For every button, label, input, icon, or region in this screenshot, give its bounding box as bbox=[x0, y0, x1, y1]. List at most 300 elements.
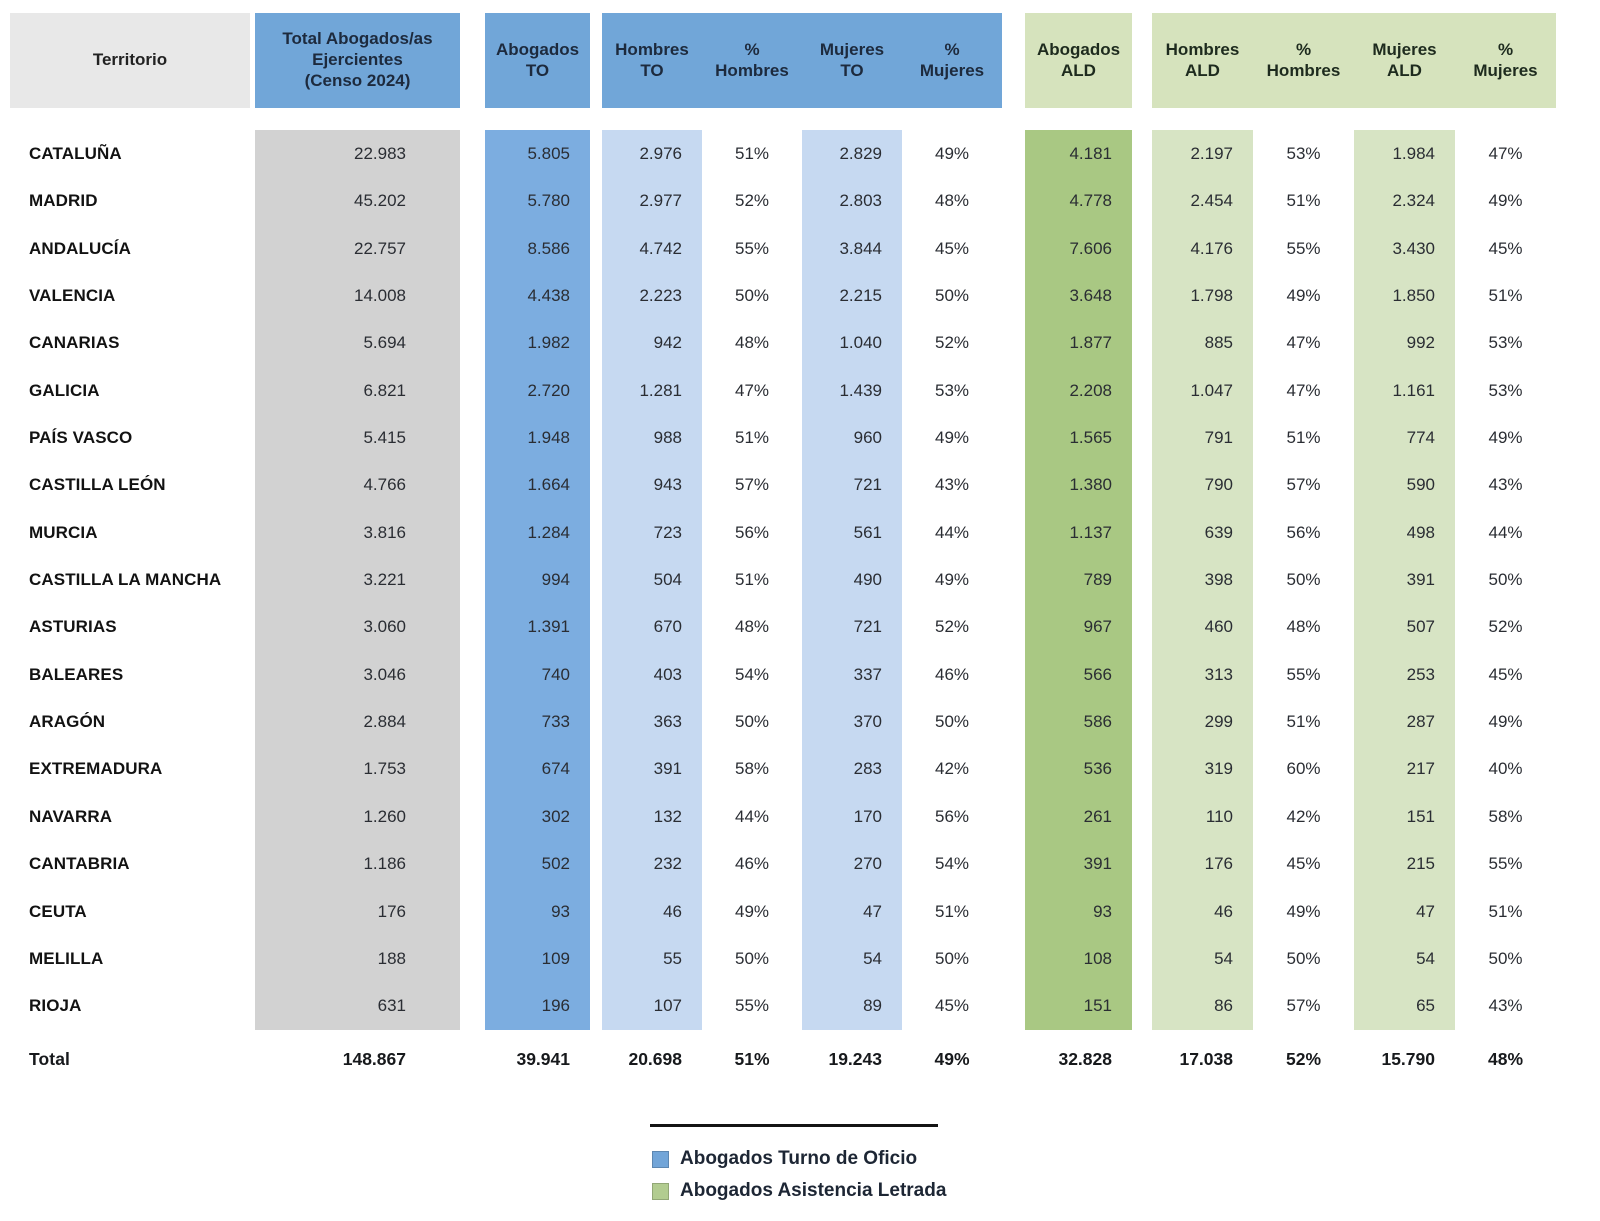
cell-pct-hombres-to: 50% bbox=[734, 712, 770, 732]
cell-pct-hombres-to: 44% bbox=[734, 806, 770, 826]
total-cell-abogados-to: 39.941 bbox=[516, 1048, 570, 1069]
table-row bbox=[10, 509, 1556, 556]
cell-mujeres-ald: 391 bbox=[1354, 556, 1455, 603]
cell-abogados-ald: 1.877 bbox=[1025, 319, 1132, 366]
cell-abogados-ald: 2.208 bbox=[1025, 367, 1132, 414]
column-gap bbox=[590, 414, 602, 461]
column-gap bbox=[460, 603, 485, 650]
cell-total-censo: 1.186 bbox=[255, 840, 460, 887]
cell-abogados-ald: 789 bbox=[1025, 556, 1132, 603]
column-gap bbox=[1002, 319, 1025, 366]
cell-total-censo: 1.753 bbox=[255, 745, 460, 792]
cell-pct-mujeres-to: 42% bbox=[934, 759, 970, 779]
cell-mujeres-ald: 498 bbox=[1354, 509, 1455, 556]
cell-hombres-to: 363 bbox=[602, 698, 702, 745]
cell-pct-hombres-to: 50% bbox=[734, 948, 770, 968]
column-gap bbox=[590, 840, 602, 887]
column-gap bbox=[590, 935, 602, 982]
cell-abogados-to: 196 bbox=[485, 982, 590, 1029]
cell-abogados-to: 5.805 bbox=[485, 130, 590, 177]
cell-pct-mujeres-to: 50% bbox=[934, 286, 970, 306]
territory-label: CASTILLA LEÓN bbox=[29, 475, 166, 495]
column-gap bbox=[590, 319, 602, 366]
table-row bbox=[10, 367, 1556, 414]
cell-pct-mujeres-ald: 49% bbox=[1488, 428, 1523, 448]
cell-abogados-to: 2.720 bbox=[485, 367, 590, 414]
cell-abogados-ald: 536 bbox=[1025, 745, 1132, 792]
legend-label: Abogados Turno de Oficio bbox=[680, 1148, 918, 1169]
cell-total-censo: 1.260 bbox=[255, 793, 460, 840]
territory-label: ASTURIAS bbox=[29, 617, 117, 637]
header-label: TO bbox=[840, 60, 864, 80]
cell-mujeres-to: 1.040 bbox=[802, 319, 902, 366]
cell-abogados-to: 1.982 bbox=[485, 319, 590, 366]
territory-label: MURCIA bbox=[29, 522, 98, 542]
territory-label: PAÍS VASCO bbox=[29, 428, 133, 448]
cell-hombres-ald: 299 bbox=[1152, 698, 1253, 745]
cell-pct-mujeres-ald: 52% bbox=[1488, 617, 1523, 637]
cell-pct-hombres-ald: 48% bbox=[1286, 617, 1321, 637]
cell-hombres-ald: 1.798 bbox=[1152, 272, 1253, 319]
column-gap bbox=[1132, 130, 1152, 177]
column-gap bbox=[1002, 509, 1025, 556]
cell-pct-hombres-to: 50% bbox=[734, 286, 770, 306]
column-gap bbox=[460, 793, 485, 840]
cell-pct-mujeres-to: 52% bbox=[934, 333, 970, 353]
cell-pct-hombres-ald: 56% bbox=[1286, 522, 1321, 542]
cell-mujeres-to: 721 bbox=[802, 461, 902, 508]
cell-mujeres-ald: 253 bbox=[1354, 651, 1455, 698]
table-row bbox=[10, 556, 1556, 603]
column-gap bbox=[460, 225, 485, 272]
column-gap bbox=[1132, 651, 1152, 698]
cell-hombres-ald: 110 bbox=[1152, 793, 1253, 840]
cell-pct-mujeres-to: 54% bbox=[934, 854, 970, 874]
cell-total-censo: 5.415 bbox=[255, 414, 460, 461]
cell-abogados-to: 302 bbox=[485, 793, 590, 840]
cell-mujeres-ald: 590 bbox=[1354, 461, 1455, 508]
header-label: Hombres bbox=[1165, 39, 1240, 59]
cell-abogados-to: 1.391 bbox=[485, 603, 590, 650]
cell-hombres-ald: 1.047 bbox=[1152, 367, 1253, 414]
column-gap bbox=[1002, 840, 1025, 887]
cell-abogados-ald: 3.648 bbox=[1025, 272, 1132, 319]
table-row bbox=[10, 888, 1556, 935]
cell-pct-hombres-to: 57% bbox=[734, 475, 770, 495]
cell-mujeres-to: 170 bbox=[802, 793, 902, 840]
cell-hombres-ald: 398 bbox=[1152, 556, 1253, 603]
column-gap bbox=[1132, 177, 1152, 224]
cell-pct-mujeres-ald: 47% bbox=[1488, 144, 1523, 163]
cell-pct-mujeres-to: 49% bbox=[934, 428, 970, 448]
table-body bbox=[10, 130, 1556, 1083]
cell-mujeres-ald: 2.324 bbox=[1354, 177, 1455, 224]
territory-label: BALEARES bbox=[29, 664, 124, 684]
cell-pct-mujeres-to: 49% bbox=[934, 570, 970, 590]
cell-pct-hombres-to: 46% bbox=[734, 854, 770, 874]
cell-abogados-ald: 586 bbox=[1025, 698, 1132, 745]
territory-label: RIOJA bbox=[29, 996, 82, 1016]
header-label: Mujeres bbox=[1372, 39, 1437, 59]
cell-pct-hombres-ald: 51% bbox=[1286, 191, 1321, 211]
column-gap bbox=[590, 461, 602, 508]
legend-item bbox=[652, 1175, 946, 1207]
cell-pct-hombres-to: 47% bbox=[734, 380, 770, 400]
cell-mujeres-ald: 287 bbox=[1354, 698, 1455, 745]
cell-pct-hombres-ald: 49% bbox=[1286, 286, 1321, 306]
cell-pct-mujeres-ald: 44% bbox=[1488, 522, 1523, 542]
cell-pct-hombres-ald: 55% bbox=[1286, 238, 1321, 258]
column-gap bbox=[590, 556, 602, 603]
cell-hombres-to: 132 bbox=[602, 793, 702, 840]
cell-mujeres-to: 721 bbox=[802, 603, 902, 650]
cell-pct-hombres-ald: 60% bbox=[1286, 759, 1321, 779]
cell-hombres-ald: 639 bbox=[1152, 509, 1253, 556]
cell-hombres-to: 2.977 bbox=[602, 177, 702, 224]
cell-abogados-to: 733 bbox=[485, 698, 590, 745]
cell-pct-mujeres-ald: 55% bbox=[1488, 854, 1523, 874]
header-mujeres-to bbox=[802, 13, 902, 108]
cell-pct-hombres-to: 48% bbox=[734, 333, 770, 353]
header-pct-hombres-to bbox=[702, 13, 802, 108]
table-row bbox=[10, 982, 1556, 1029]
column-gap bbox=[460, 651, 485, 698]
cell-pct-hombres-ald: 55% bbox=[1286, 664, 1321, 684]
territory-label: CANARIAS bbox=[29, 333, 120, 353]
column-gap bbox=[1002, 414, 1025, 461]
column-gap bbox=[460, 130, 485, 177]
cell-pct-hombres-to: 51% bbox=[734, 570, 770, 590]
column-gap bbox=[1132, 888, 1152, 935]
cell-pct-mujeres-ald: 51% bbox=[1488, 286, 1523, 306]
cell-pct-mujeres-to: 52% bbox=[934, 617, 970, 637]
header-label: TO bbox=[640, 60, 664, 80]
header-label: Hombres bbox=[1266, 60, 1341, 80]
column-gap bbox=[460, 319, 485, 366]
header-label: % bbox=[744, 39, 760, 59]
header-label: Abogados bbox=[1036, 39, 1121, 59]
cell-hombres-ald: 46 bbox=[1152, 888, 1253, 935]
column-gap bbox=[1002, 651, 1025, 698]
column-gap bbox=[590, 745, 602, 792]
cell-hombres-to: 107 bbox=[602, 982, 702, 1029]
cell-pct-hombres-to: 54% bbox=[734, 664, 770, 684]
column-gap bbox=[460, 414, 485, 461]
cell-pct-hombres-to: 56% bbox=[734, 522, 770, 542]
column-gap bbox=[460, 698, 485, 745]
cell-total-censo: 45.202 bbox=[255, 177, 460, 224]
column-gap bbox=[460, 461, 485, 508]
cell-hombres-to: 1.281 bbox=[602, 367, 702, 414]
cell-pct-hombres-to: 58% bbox=[734, 759, 770, 779]
territory-label: NAVARRA bbox=[29, 806, 113, 826]
cell-pct-hombres-ald: 42% bbox=[1286, 806, 1321, 826]
cell-abogados-ald: 1.380 bbox=[1025, 461, 1132, 508]
header-label: Mujeres bbox=[919, 60, 985, 80]
column-gap bbox=[1002, 888, 1025, 935]
column-gap bbox=[1002, 745, 1025, 792]
cell-mujeres-ald: 1.850 bbox=[1354, 272, 1455, 319]
column-gap bbox=[590, 130, 602, 177]
cell-total-censo: 6.821 bbox=[255, 367, 460, 414]
cell-mujeres-to: 337 bbox=[802, 651, 902, 698]
column-gap bbox=[1132, 793, 1152, 840]
total-cell-mujeres-ald: 15.790 bbox=[1381, 1048, 1435, 1069]
legend-label: Abogados Asistencia Letrada bbox=[680, 1180, 947, 1201]
table-row bbox=[10, 177, 1556, 224]
territory-label: MADRID bbox=[29, 191, 98, 211]
cell-total-censo: 3.060 bbox=[255, 603, 460, 650]
cell-hombres-ald: 176 bbox=[1152, 840, 1253, 887]
cell-hombres-ald: 791 bbox=[1152, 414, 1253, 461]
cell-pct-hombres-ald: 51% bbox=[1286, 712, 1321, 732]
cell-pct-mujeres-ald: 45% bbox=[1488, 664, 1523, 684]
cell-pct-hombres-ald: 57% bbox=[1286, 996, 1321, 1016]
cell-abogados-ald: 93 bbox=[1025, 888, 1132, 935]
column-gap bbox=[1132, 982, 1152, 1029]
column-gap bbox=[460, 272, 485, 319]
column-gap bbox=[460, 177, 485, 224]
cell-abogados-ald: 4.778 bbox=[1025, 177, 1132, 224]
header-label: TO bbox=[525, 60, 550, 80]
territory-label: CEUTA bbox=[29, 901, 87, 921]
cell-hombres-to: 4.742 bbox=[602, 225, 702, 272]
table-row bbox=[10, 130, 1556, 177]
header-label: Abogados bbox=[495, 39, 580, 59]
cell-hombres-to: 504 bbox=[602, 556, 702, 603]
column-gap bbox=[590, 225, 602, 272]
cell-pct-hombres-ald: 47% bbox=[1286, 333, 1321, 353]
cell-abogados-to: 994 bbox=[485, 556, 590, 603]
cell-mujeres-ald: 774 bbox=[1354, 414, 1455, 461]
table-row bbox=[10, 319, 1556, 366]
cell-total-censo: 2.884 bbox=[255, 698, 460, 745]
territory-label: MELILLA bbox=[29, 948, 104, 968]
table-row bbox=[10, 651, 1556, 698]
cell-total-censo: 3.221 bbox=[255, 556, 460, 603]
cell-pct-mujeres-to: 49% bbox=[934, 144, 970, 163]
column-gap bbox=[590, 698, 602, 745]
cell-pct-mujeres-to: 51% bbox=[934, 901, 970, 921]
cell-abogados-ald: 566 bbox=[1025, 651, 1132, 698]
cell-hombres-ald: 790 bbox=[1152, 461, 1253, 508]
cell-mujeres-to: 89 bbox=[802, 982, 902, 1029]
cell-hombres-to: 232 bbox=[602, 840, 702, 887]
cell-abogados-to: 109 bbox=[485, 935, 590, 982]
cell-mujeres-to: 561 bbox=[802, 509, 902, 556]
cell-mujeres-to: 270 bbox=[802, 840, 902, 887]
header-to-group bbox=[602, 13, 1002, 108]
header-label: Total Abogados/as bbox=[282, 29, 433, 49]
lawyers-by-territory-table bbox=[10, 13, 1556, 1083]
cell-hombres-ald: 313 bbox=[1152, 651, 1253, 698]
header-label: ALD bbox=[1061, 60, 1096, 80]
cell-total-censo: 176 bbox=[255, 888, 460, 935]
cell-pct-mujeres-to: 50% bbox=[934, 712, 970, 732]
column-gap bbox=[460, 935, 485, 982]
cell-pct-hombres-ald: 57% bbox=[1286, 475, 1321, 495]
cell-hombres-ald: 2.454 bbox=[1152, 177, 1253, 224]
cell-pct-hombres-ald: 45% bbox=[1286, 854, 1321, 874]
cell-hombres-to: 403 bbox=[602, 651, 702, 698]
territory-label: VALENCIA bbox=[29, 286, 116, 306]
cell-pct-hombres-to: 51% bbox=[734, 428, 770, 448]
cell-hombres-to: 988 bbox=[602, 414, 702, 461]
territory-label: GALICIA bbox=[29, 380, 100, 400]
cell-mujeres-ald: 54 bbox=[1354, 935, 1455, 982]
cell-abogados-to: 5.780 bbox=[485, 177, 590, 224]
column-gap bbox=[1132, 840, 1152, 887]
column-gap bbox=[1132, 225, 1152, 272]
table-row bbox=[10, 935, 1556, 982]
column-gap bbox=[590, 982, 602, 1029]
cell-abogados-ald: 1.565 bbox=[1025, 414, 1132, 461]
column-gap bbox=[1132, 556, 1152, 603]
legend-divider bbox=[650, 1124, 938, 1127]
cell-abogados-to: 1.664 bbox=[485, 461, 590, 508]
cell-pct-hombres-ald: 50% bbox=[1286, 948, 1321, 968]
cell-pct-hombres-to: 48% bbox=[734, 617, 770, 637]
cell-hombres-ald: 4.176 bbox=[1152, 225, 1253, 272]
cell-mujeres-ald: 215 bbox=[1354, 840, 1455, 887]
column-gap bbox=[1132, 319, 1152, 366]
cell-pct-hombres-ald: 51% bbox=[1286, 428, 1321, 448]
cell-hombres-to: 943 bbox=[602, 461, 702, 508]
territory-label: ARAGÓN bbox=[29, 712, 106, 732]
cell-pct-mujeres-to: 43% bbox=[934, 475, 970, 495]
legend-swatch bbox=[652, 1151, 669, 1168]
cell-pct-mujeres-to: 56% bbox=[934, 806, 970, 826]
territory-label: EXTREMADURA bbox=[29, 759, 163, 779]
column-gap bbox=[1132, 1036, 1152, 1083]
cell-mujeres-ald: 65 bbox=[1354, 982, 1455, 1029]
header-label: Hombres bbox=[715, 60, 789, 80]
cell-pct-hombres-to: 51% bbox=[734, 144, 770, 163]
column-gap bbox=[1002, 461, 1025, 508]
territory-label: CANTABRIA bbox=[29, 854, 130, 874]
cell-mujeres-to: 3.844 bbox=[802, 225, 902, 272]
column-gap bbox=[1002, 793, 1025, 840]
cell-total-censo: 5.694 bbox=[255, 319, 460, 366]
cell-pct-mujeres-to: 45% bbox=[934, 996, 970, 1016]
cell-total-censo: 22.757 bbox=[255, 225, 460, 272]
cell-pct-hombres-ald: 53% bbox=[1286, 144, 1321, 163]
cell-mujeres-ald: 507 bbox=[1354, 603, 1455, 650]
cell-abogados-to: 502 bbox=[485, 840, 590, 887]
cell-pct-hombres-ald: 50% bbox=[1286, 570, 1321, 590]
cell-mujeres-to: 2.215 bbox=[802, 272, 902, 319]
cell-abogados-ald: 391 bbox=[1025, 840, 1132, 887]
territory-label: ANDALUCÍA bbox=[29, 238, 131, 258]
total-cell-pct-hombres-ald: 52% bbox=[1285, 1048, 1322, 1069]
column-gap bbox=[460, 509, 485, 556]
cell-mujeres-to: 283 bbox=[802, 745, 902, 792]
cell-pct-mujeres-to: 53% bbox=[934, 380, 970, 400]
cell-total-censo: 4.766 bbox=[255, 461, 460, 508]
cell-abogados-to: 740 bbox=[485, 651, 590, 698]
cell-pct-mujeres-ald: 40% bbox=[1488, 759, 1523, 779]
cell-total-censo: 188 bbox=[255, 935, 460, 982]
cell-mujeres-ald: 3.430 bbox=[1354, 225, 1455, 272]
cell-abogados-to: 1.284 bbox=[485, 509, 590, 556]
table-row bbox=[10, 840, 1556, 887]
cell-mujeres-ald: 1.984 bbox=[1354, 130, 1455, 177]
column-gap bbox=[460, 1036, 485, 1083]
total-cell-pct-mujeres-ald: 48% bbox=[1487, 1048, 1524, 1069]
total-cell-pct-mujeres-to: 49% bbox=[934, 1048, 970, 1069]
cell-mujeres-to: 490 bbox=[802, 556, 902, 603]
header-label: % bbox=[944, 39, 960, 59]
cell-hombres-to: 723 bbox=[602, 509, 702, 556]
column-gap bbox=[1002, 556, 1025, 603]
cell-pct-mujeres-ald: 43% bbox=[1488, 475, 1523, 495]
cell-hombres-ald: 885 bbox=[1152, 319, 1253, 366]
column-gap bbox=[1002, 177, 1025, 224]
cell-mujeres-ald: 1.161 bbox=[1354, 367, 1455, 414]
cell-total-censo: 3.046 bbox=[255, 651, 460, 698]
cell-hombres-ald: 460 bbox=[1152, 603, 1253, 650]
column-gap bbox=[1132, 414, 1152, 461]
table-row bbox=[10, 793, 1556, 840]
cell-mujeres-ald: 151 bbox=[1354, 793, 1455, 840]
total-territory-label: Total bbox=[29, 1048, 71, 1069]
cell-pct-mujeres-to: 48% bbox=[934, 191, 970, 211]
cell-mujeres-to: 2.829 bbox=[802, 130, 902, 177]
header-mujeres-ald bbox=[1354, 13, 1455, 108]
total-cell-hombres-ald: 17.038 bbox=[1179, 1048, 1233, 1069]
cell-pct-mujeres-ald: 50% bbox=[1488, 948, 1523, 968]
cell-hombres-ald: 319 bbox=[1152, 745, 1253, 792]
header-label: % bbox=[1295, 39, 1312, 59]
column-gap bbox=[1002, 603, 1025, 650]
column-gap bbox=[590, 651, 602, 698]
column-gap bbox=[1002, 367, 1025, 414]
table-header bbox=[10, 13, 1556, 108]
cell-abogados-to: 674 bbox=[485, 745, 590, 792]
column-gap bbox=[460, 367, 485, 414]
cell-abogados-ald: 967 bbox=[1025, 603, 1132, 650]
column-gap bbox=[1132, 745, 1152, 792]
cell-mujeres-ald: 217 bbox=[1354, 745, 1455, 792]
header-label: (Censo 2024) bbox=[304, 70, 411, 90]
cell-abogados-ald: 151 bbox=[1025, 982, 1132, 1029]
legend-item bbox=[652, 1143, 946, 1175]
cell-mujeres-ald: 992 bbox=[1354, 319, 1455, 366]
column-gap bbox=[1132, 461, 1152, 508]
cell-pct-mujeres-ald: 53% bbox=[1488, 333, 1523, 353]
cell-pct-mujeres-ald: 58% bbox=[1488, 806, 1523, 826]
column-gap bbox=[1002, 1036, 1025, 1083]
cell-pct-mujeres-to: 50% bbox=[934, 948, 970, 968]
cell-mujeres-to: 54 bbox=[802, 935, 902, 982]
cell-abogados-ald: 7.606 bbox=[1025, 225, 1132, 272]
header-pct-hombres-ald bbox=[1253, 13, 1354, 108]
cell-abogados-to: 1.948 bbox=[485, 414, 590, 461]
header-hombres-to bbox=[602, 13, 702, 108]
cell-total-censo: 14.008 bbox=[255, 272, 460, 319]
column-gap bbox=[1132, 603, 1152, 650]
header-territorio bbox=[10, 13, 250, 108]
cell-abogados-ald: 1.137 bbox=[1025, 509, 1132, 556]
cell-hombres-to: 2.976 bbox=[602, 130, 702, 177]
header-abogados-to bbox=[485, 13, 590, 108]
cell-pct-mujeres-ald: 53% bbox=[1488, 380, 1523, 400]
total-cell-pct-hombres-to: 51% bbox=[734, 1048, 770, 1069]
column-gap bbox=[460, 888, 485, 935]
header-label: Territorio bbox=[92, 50, 168, 70]
cell-abogados-to: 8.586 bbox=[485, 225, 590, 272]
cell-abogados-ald: 4.181 bbox=[1025, 130, 1132, 177]
